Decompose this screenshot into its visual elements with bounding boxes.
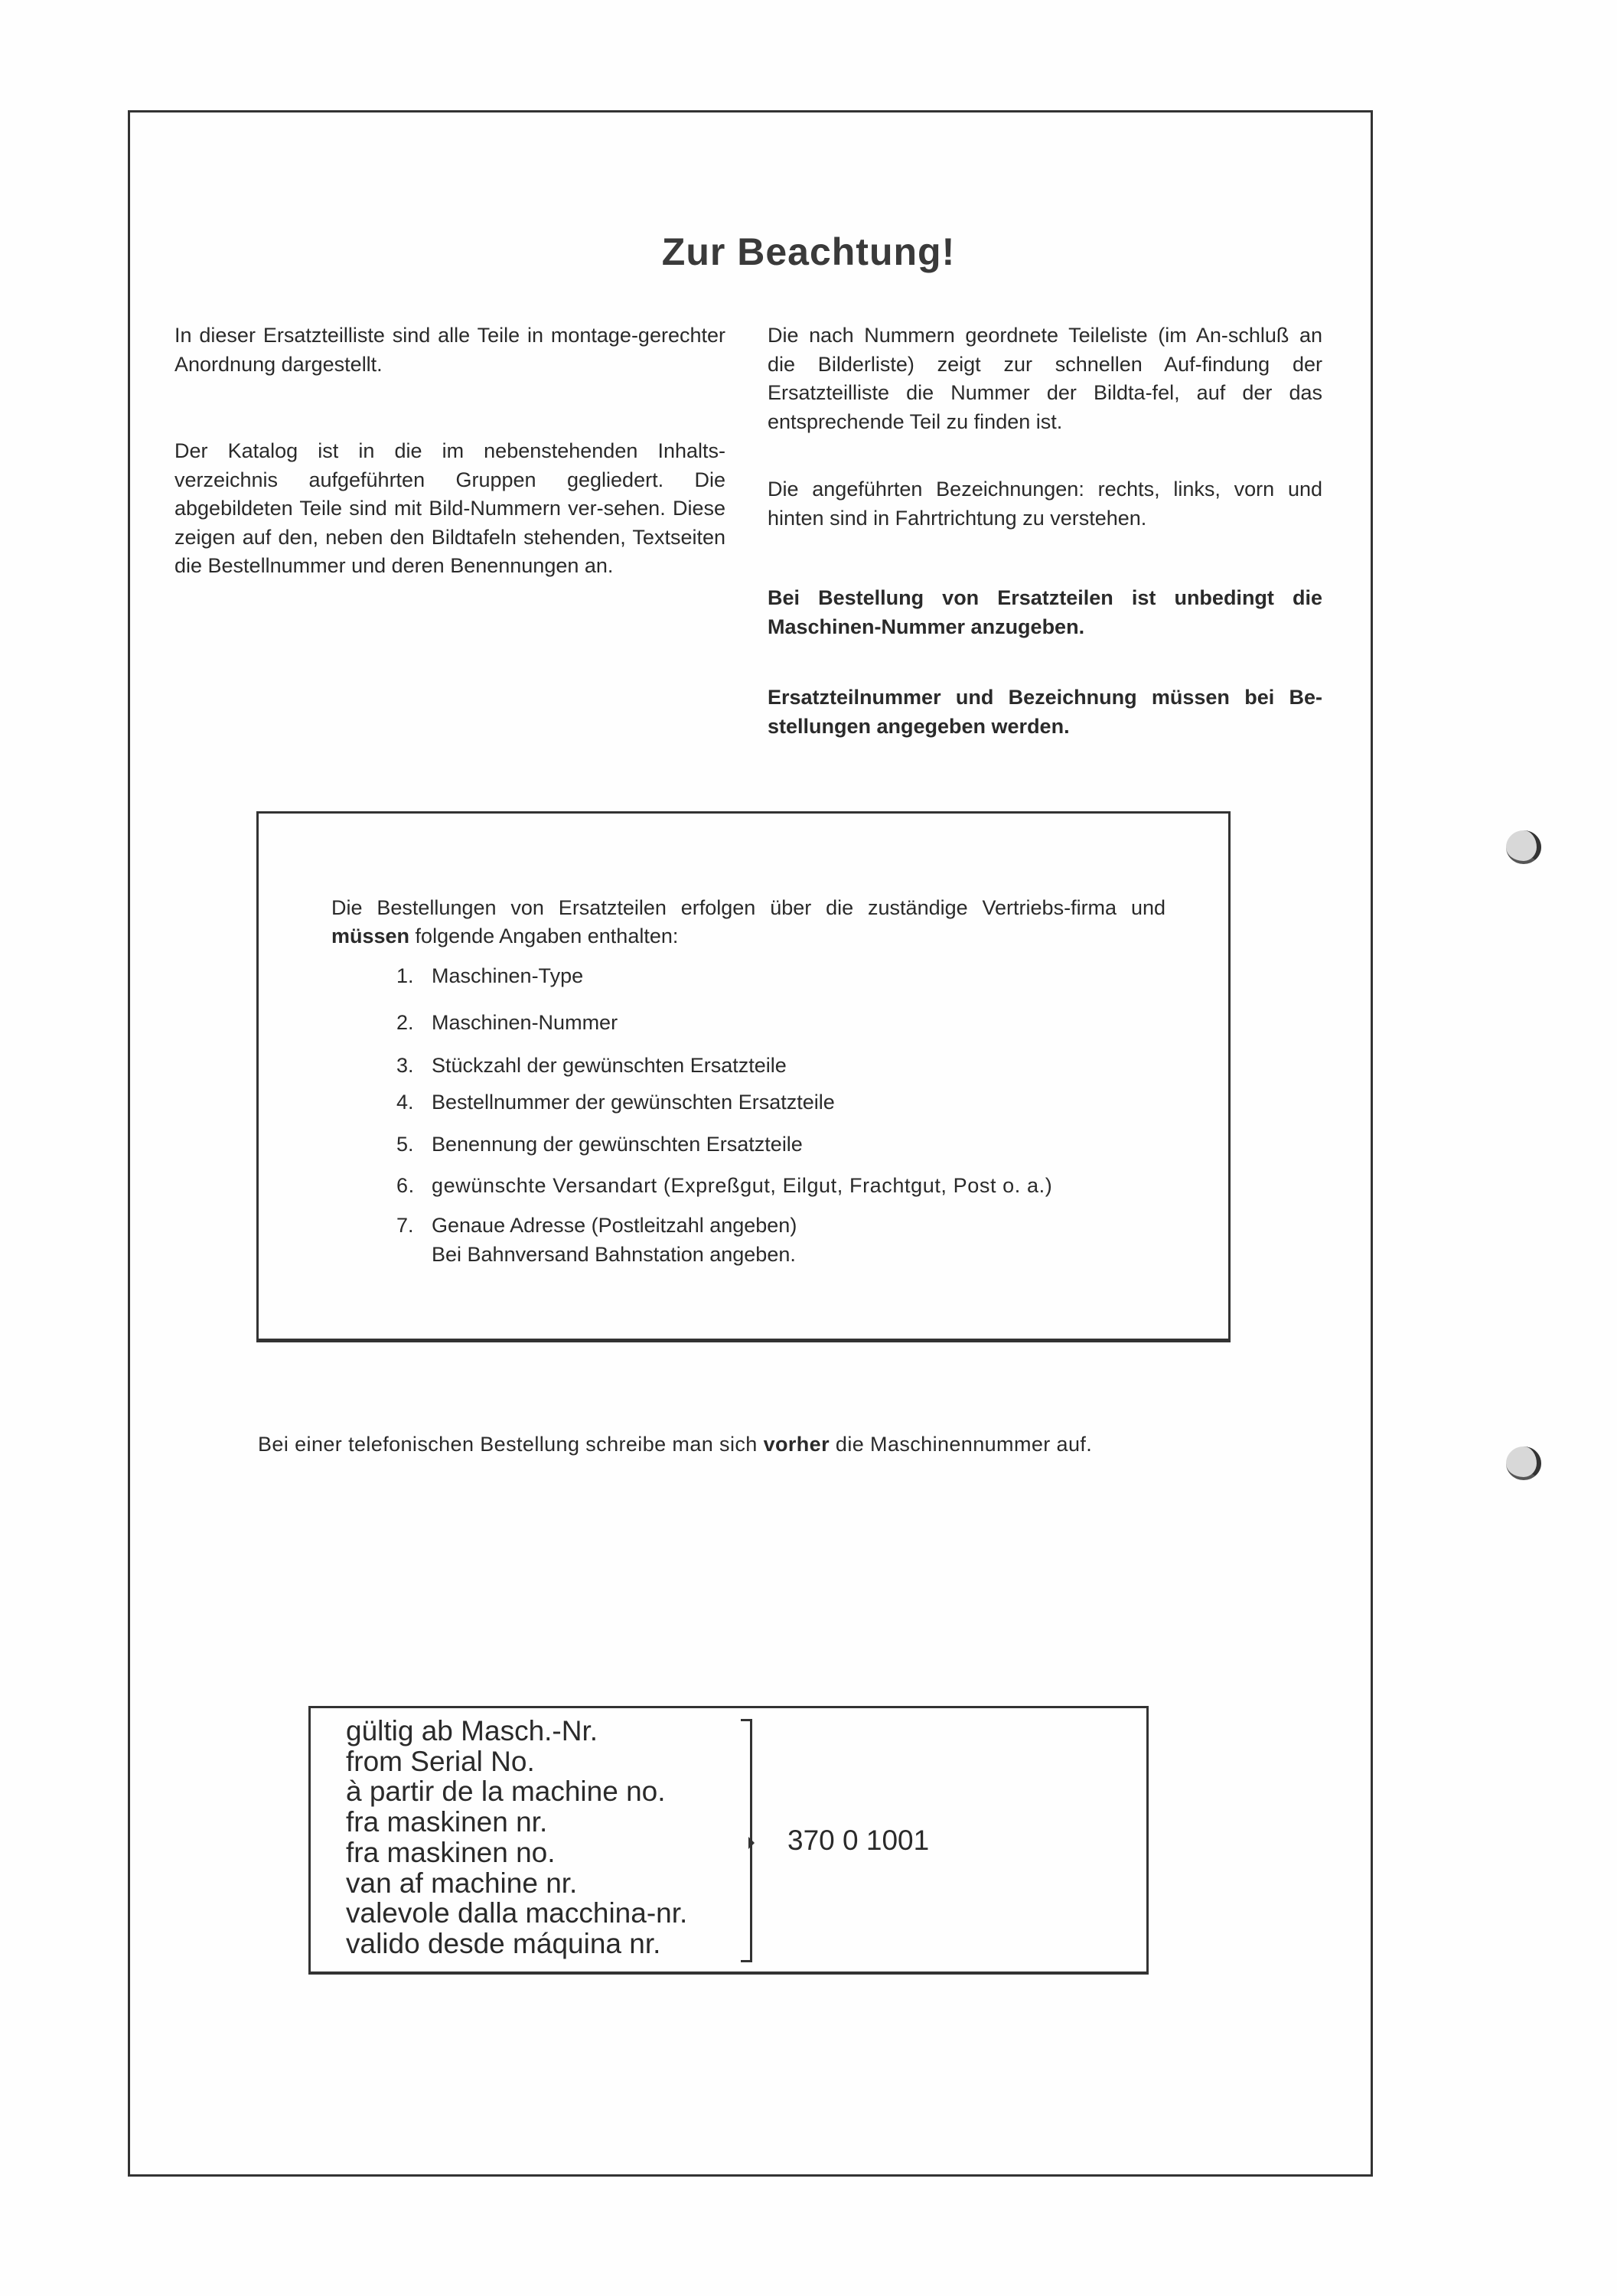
phone-note-text: Bei einer telefonischen Bestellung schreibe man sich [258, 1433, 764, 1456]
order-intro-text: Die Bestellungen von Ersatzteilen erfolgen über die zuständige Vertriebs-firma und [331, 896, 1165, 919]
item-text: Maschinen-Type [432, 964, 584, 987]
order-item [396, 1171, 1052, 1200]
item-number: 3. [396, 1054, 414, 1077]
phone-order-note [258, 1433, 1092, 1456]
item-text: Bestellnummer der gewünschten Ersatzteile [432, 1091, 835, 1114]
intro-paragraph-2: Der Katalog ist in die im nebenstehenden Inhalts-verzeichnis aufgeführten Gruppen gegliedert. Die abgebildeten Teile sind mit Bild-Nummern ver-sehen. Diese zeigen auf den, neben den Bildtafeln stehenden, Textseiten die Bestellnummer und deren Benennungen an. [174, 439, 725, 577]
item-text: Stückzahl der gewünschten Ersatzteile [432, 1054, 787, 1077]
punch-hole-icon [1506, 830, 1541, 864]
serial-label-fr: à partir de la machine no. [346, 1776, 666, 1808]
page-title: Zur Beachtung! [661, 230, 956, 273]
serial-label-it: valevole dalla macchina-nr. [346, 1897, 688, 1929]
punch-hole-icon [1506, 1446, 1541, 1480]
order-item [396, 1211, 797, 1269]
phone-note-text-end: die Maschinennummer auf. [830, 1433, 1093, 1456]
info-paragraph-1: Die nach Nummern geordnete Teileliste (im An-schluß an die Bilderliste) zeigt zur schnellen Auf-findung der Ersatzteilliste die Nummer der Bildta-fel, auf der das entsprechende Teil zu finden ist. [768, 324, 1322, 433]
serial-label-es: valido desde máquina nr. [346, 1927, 661, 1959]
serial-label-en: from Serial No. [346, 1745, 535, 1777]
order-item [396, 1051, 787, 1080]
item-text: gewünschte Versandart (Expreßgut, Eilgut, Frachtgut, Post o. a.) [432, 1174, 1053, 1197]
item-number: 5. [396, 1133, 414, 1156]
serial-label-da: fra maskinen nr. [346, 1806, 548, 1838]
item-number: 1. [396, 964, 414, 987]
item-number: 7. [396, 1214, 414, 1237]
order-item [396, 1008, 618, 1037]
serial-number: 370 0 1001 [787, 1825, 930, 1856]
order-intro-text-end: folgende Angaben enthalten: [409, 925, 679, 947]
order-intro [331, 894, 1165, 951]
serial-label-de: gültig ab Masch.-Nr. [346, 1715, 598, 1746]
order-item [396, 1130, 803, 1159]
serial-label-no: fra maskinen no. [346, 1836, 556, 1868]
item-text: Genaue Adresse (Postleitzahl angeben) [432, 1214, 797, 1237]
intro-paragraph-1: In dieser Ersatzteilliste sind alle Teile in montage-gerechter Anordnung dargestellt. [174, 324, 725, 376]
order-intro-bold: müssen [331, 925, 410, 947]
notice-machine-number: Bei Bestellung von Ersatzteilen ist unbedingt die Maschinen-Nummer anzugeben. [768, 586, 1322, 638]
serial-label-nl: van af machine nr. [346, 1867, 578, 1899]
item-number: 2. [396, 1011, 414, 1034]
serial-labels [346, 1716, 687, 1959]
order-item [396, 1088, 835, 1117]
notice-part-number: Ersatzteilnummer und Bezeichnung müssen bei Be-stellungen angegeben werden. [768, 686, 1322, 738]
order-item [396, 961, 583, 990]
item-number: 6. [396, 1174, 415, 1197]
item-text: Benennung der gewünschten Ersatzteile [432, 1133, 803, 1156]
info-paragraph-2: Die angeführten Bezeichnungen: rechts, links, vorn und hinten sind in Fahrtrichtung zu verstehen. [768, 478, 1322, 530]
item-text: Maschinen-Nummer [432, 1011, 618, 1034]
phone-note-bold: vorher [763, 1433, 830, 1456]
item-number: 4. [396, 1091, 414, 1114]
item-text-continuation: Bei Bahnversand Bahnstation angeben. [432, 1243, 796, 1266]
bracket-tip [748, 1837, 755, 1849]
